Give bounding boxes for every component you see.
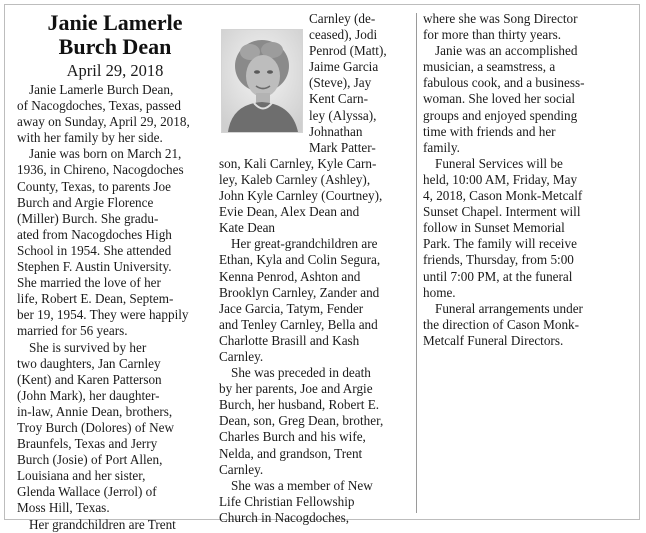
text-line: family. (423, 139, 460, 155)
text-line: groups and enjoyed spending (423, 107, 578, 123)
text-line: the direction of Cason Monk- (423, 316, 580, 332)
text-line: for more than thirty years. (423, 27, 562, 43)
text-line: Troy Burch (Dolores) of New (17, 419, 175, 435)
text-line: She was a member of New (231, 477, 373, 493)
text-line: Evie Dean, Alex Dean and (219, 204, 360, 220)
text-line: Church in Nacogdoches, (219, 509, 350, 525)
text-line: Louisiana and her sister, (17, 468, 146, 484)
text-line: Janie was born on March 21, (29, 146, 182, 162)
text-line: ated from Nacogdoches High (17, 226, 172, 242)
text-line: Life Christian Fellowship (219, 493, 355, 509)
text-line: Burch (Josie) of Port Allen, (17, 452, 163, 468)
text-line: Metcalf Funeral Directors. (423, 332, 564, 348)
text-line: with her family by her side. (17, 130, 163, 146)
text-line: ceased), Jodi (309, 27, 378, 43)
text-line: Penrod (Matt), (309, 43, 387, 59)
text-line: 4, 2018, Cason Monk-Metcalf (423, 188, 583, 204)
text-line: away on Sunday, April 29, 2018, (17, 114, 190, 130)
text-line: School in 1954. She attended (17, 242, 172, 258)
text-line: by her parents, Joe and Argie (219, 381, 373, 397)
text-line: Glenda Wallace (Jerrol) of (17, 484, 157, 500)
text-line: 1936, in Chireno, Nacogdoches (17, 162, 184, 178)
column-2 (219, 11, 415, 526)
text-line: Janie Lamerle Burch Dean, (29, 82, 174, 97)
text-line: Her great-grandchildren are (231, 236, 378, 252)
text-line: until 7:00 PM, at the funeral (423, 268, 573, 284)
text-line: Carnley. (219, 348, 264, 364)
text-line: Her grandchildren are Trent (29, 516, 176, 532)
name-line: Burch Dean (58, 34, 172, 59)
text-line: She is survived by her (29, 339, 147, 355)
text-line: Charles Burch and his wife, (219, 429, 366, 445)
text-line: home. (423, 284, 456, 300)
text-line: ber 19, 1954. They were happily (17, 307, 189, 323)
text-line: Charlotte Brasill and Kash (219, 332, 360, 348)
text-line: and Tenley Carnley, Bella and (219, 316, 378, 332)
text-line: She was preceded in death (231, 365, 371, 381)
text-line: Carnley. (219, 461, 264, 477)
text-line: John Kyle Carnley (Courtney), (219, 188, 383, 204)
text-line: She married the love of her (17, 275, 161, 291)
text-line: Kenna Penrod, Ashton and (219, 268, 361, 284)
obituary-clipping (4, 4, 640, 532)
column-1 (17, 11, 213, 533)
text-line: Janie was an accomplished (435, 43, 578, 59)
text-line: County, Texas, to parents Joe (17, 178, 172, 194)
text-line: Kate Dean (219, 220, 276, 236)
text-line: (Steve), Jay (309, 75, 372, 91)
text-line: Johnathan (309, 123, 363, 139)
column-divider (416, 13, 417, 513)
text-line: married for 56 years. (17, 323, 128, 339)
text-line: woman. She loved her social (423, 91, 575, 107)
text-line: musician, a seamstress, a (423, 59, 556, 75)
text-line: Brooklyn Carnley, Zander and (219, 284, 380, 300)
column-3 (423, 11, 635, 349)
text-line: where she was Song Director (423, 11, 578, 26)
text-line: Sunset Chapel. Interment will (423, 204, 581, 220)
text-line: (Kent) and Karen Patterson (17, 371, 162, 387)
text-line: in-law, Annie Dean, brothers, (17, 403, 173, 419)
text-line: Burch and Argie Florence (17, 194, 154, 210)
obituary-name-heading (17, 11, 213, 59)
text-line: Funeral arrangements under (435, 300, 583, 316)
text-line: ley (Alyssa), (309, 107, 377, 123)
text-line: son, Kali Carnley, Kyle Carn- (219, 155, 377, 171)
text-line: life, Robert E. Dean, Septem- (17, 291, 174, 307)
text-line: Moss Hill, Texas. (17, 500, 110, 516)
text-line: held, 10:00 AM, Friday, May (423, 171, 578, 187)
text-line: Carnley (de- (309, 11, 376, 26)
text-line: Stephen F. Austin University. (17, 259, 172, 275)
portrait-photo (221, 29, 303, 133)
text-line: ley, Kaleb Carnley (Ashley), (219, 171, 371, 187)
text-line: Kent Carn- (309, 91, 368, 107)
text-line: (John Mark), her daughter- (17, 387, 160, 403)
name-line: Janie Lamerle (47, 10, 183, 35)
text-line: Dean, son, Greg Dean, brother, (219, 413, 384, 429)
column-1-text (17, 82, 213, 533)
text-line: Funeral Services will be (435, 155, 563, 171)
text-line: Burch, her husband, Robert E. (219, 397, 380, 413)
text-line: Park. The family will receive (423, 236, 577, 252)
text-line: friends, Thursday, from 5:00 (423, 252, 574, 268)
text-line: (Miller) Burch. She gradu- (17, 210, 159, 226)
text-line: follow in Sunset Memorial (423, 220, 565, 236)
portrait-photo-icon (222, 30, 302, 132)
text-line: Nelda, and grandson, Trent (219, 445, 363, 461)
text-line: Braunfels, Texas and Jerry (17, 436, 158, 452)
text-line: two daughters, Jan Carnley (17, 355, 161, 371)
text-line: Jaime Garcia (309, 59, 379, 75)
text-line: fabulous cook, and a business- (423, 75, 585, 91)
column-3-text (423, 11, 635, 349)
obituary-date: April 29, 2018 (66, 61, 164, 80)
text-line: Mark Patter- (309, 139, 376, 155)
text-line: Ethan, Kyla and Colin Segura, (219, 252, 381, 268)
text-line: time with friends and her (423, 123, 556, 139)
text-line: Jace Garcia, Tatym, Fender (219, 300, 364, 316)
text-line: of Nacogdoches, Texas, passed (17, 98, 181, 114)
